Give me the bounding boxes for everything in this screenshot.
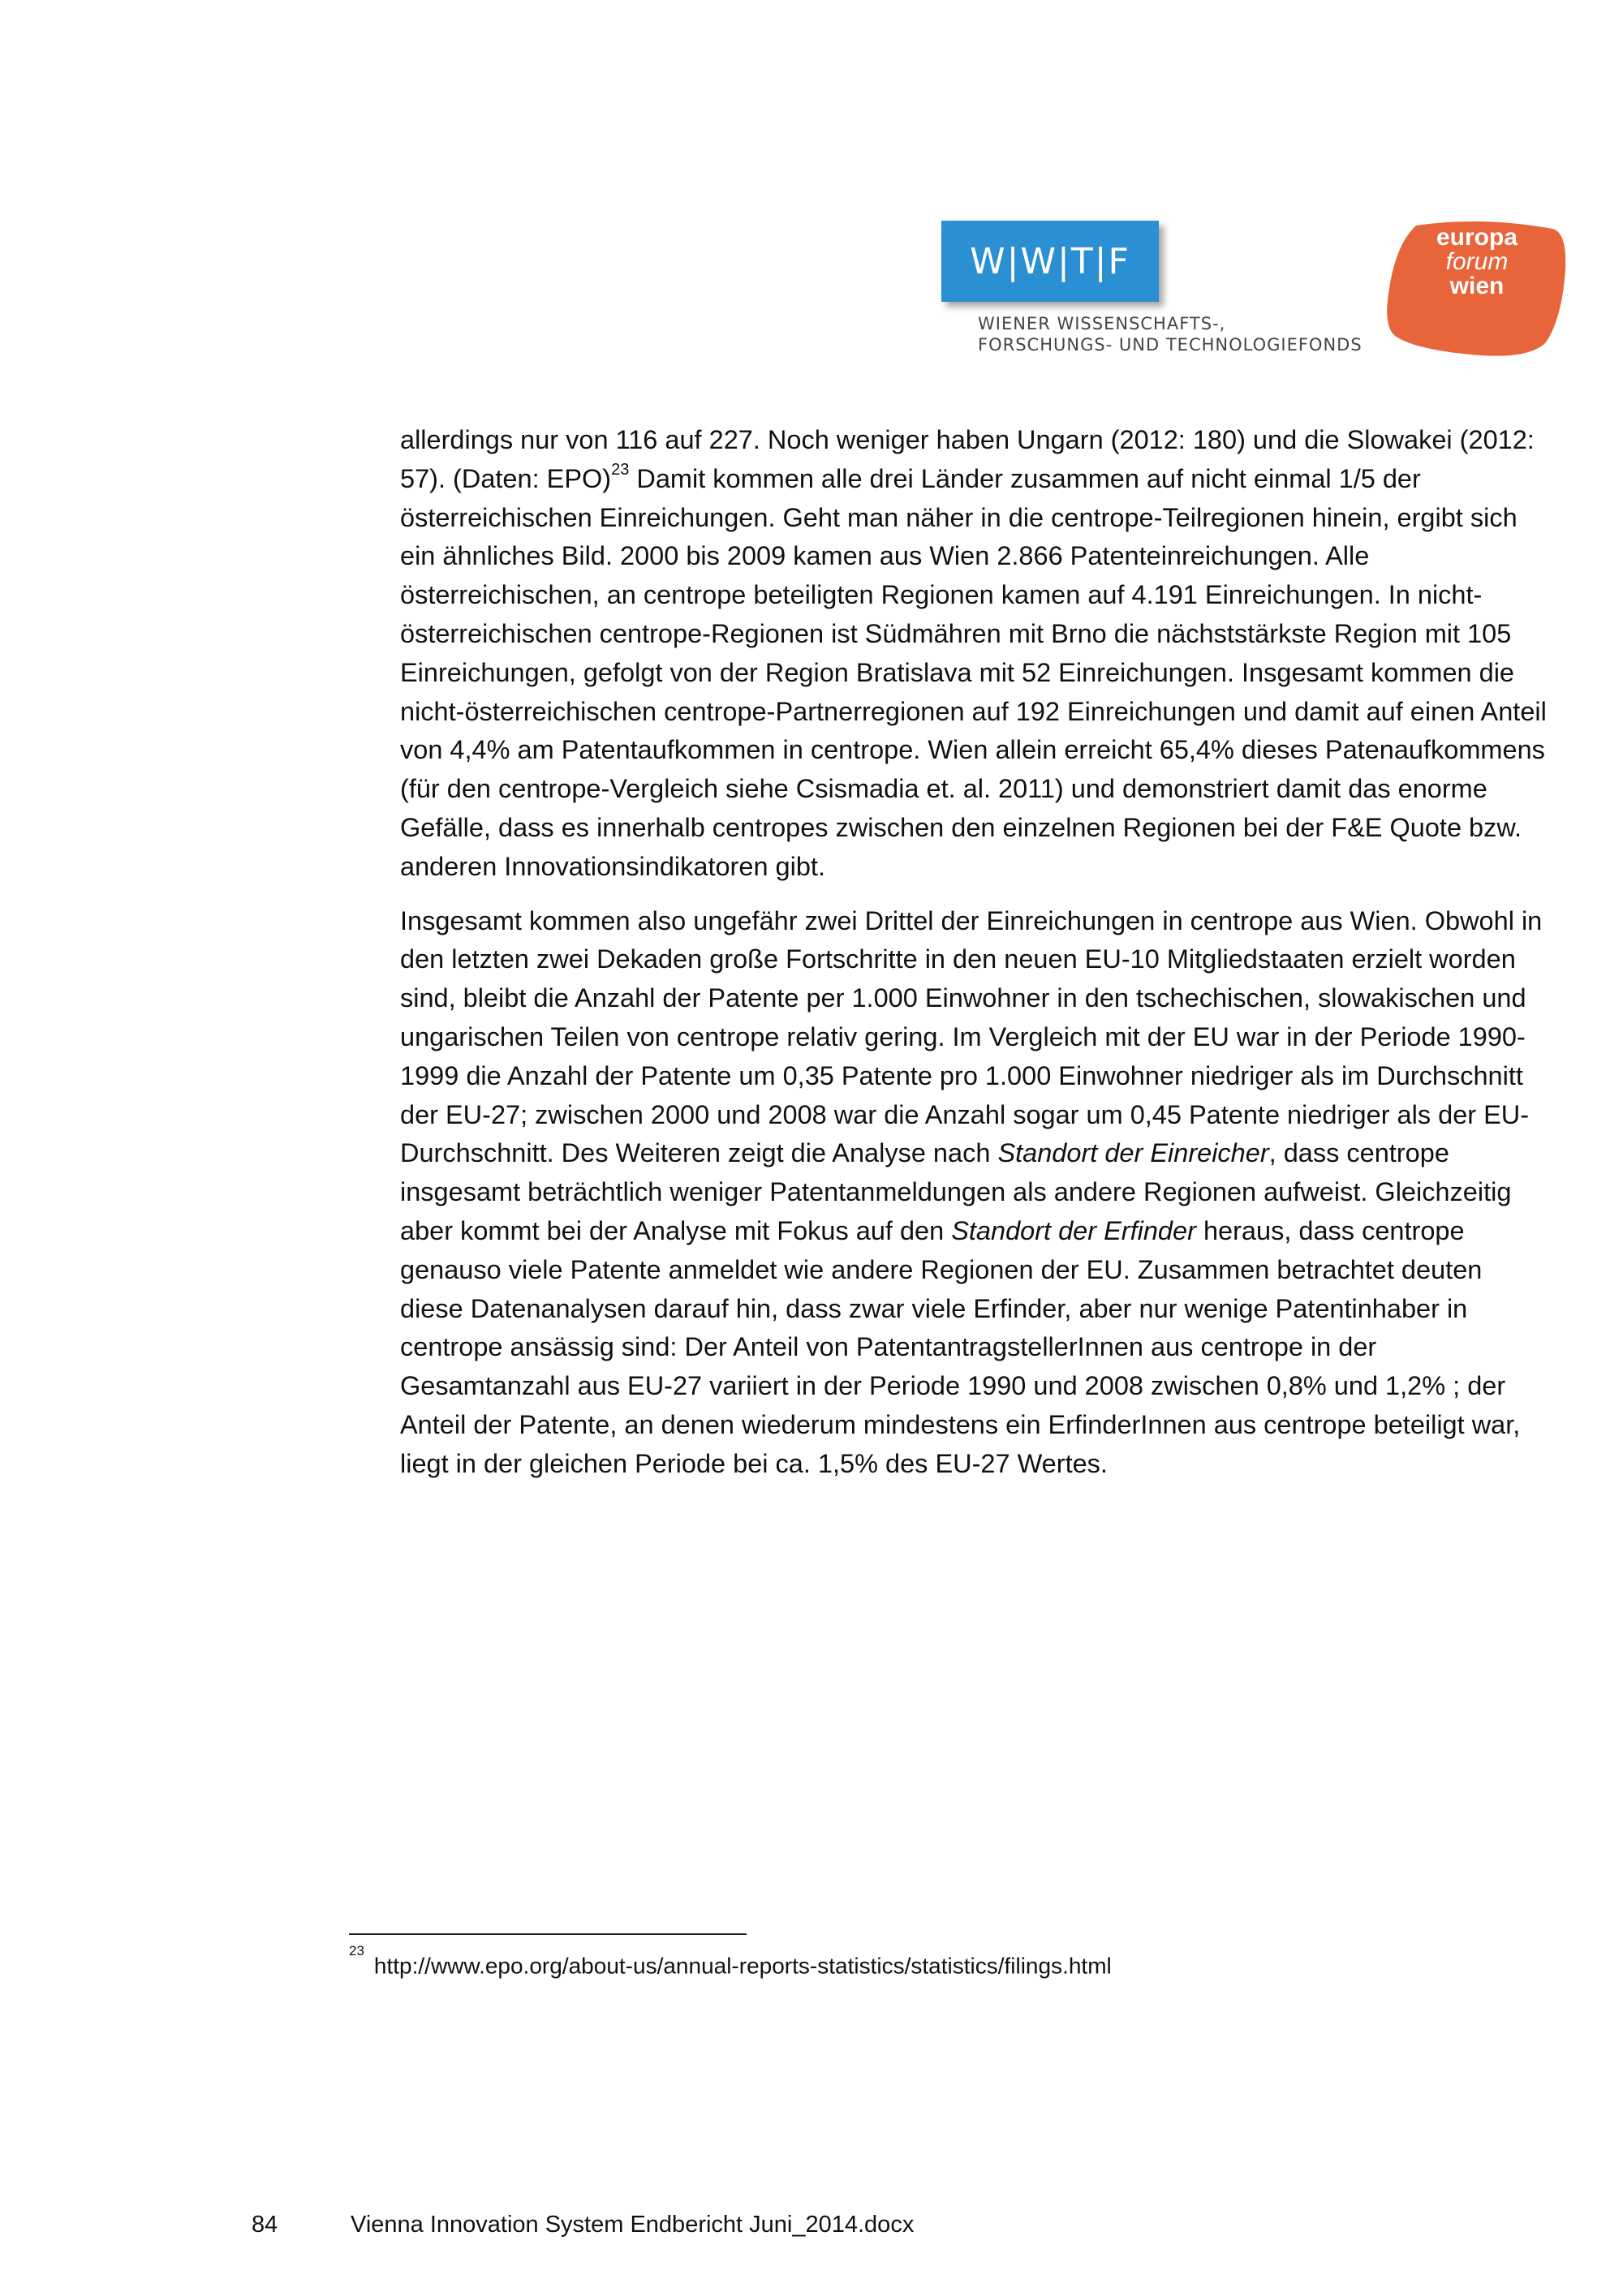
paragraph-2-part-a: Insgesamt kommen also ungefähr zwei Drittel der Einreichungen in centrope aus Wien. Obwohl in den letzten zwei Dekaden große Fortschritte in den neuen EU-10 Mitgliedstaaten erzielt worden sind, bleibt die Anzahl der Patente per 1.000 Einwohner in den tschechischen, slowakischen und ungarischen Teilen von centrope relativ gering. Im Vergleich mit der EU war in der Periode 1990-1999 die Anzahl der Patente um 0,35 Patente pro 1.000 Einwohner niedriger als im Durchschnitt der EU-27; zwischen 2000 und 2008 war die Anzahl sogar um 0,45 Patente niedriger als der EU-Durchschnitt. Des Weiteren zeigt die Analyse nach [400,905,1543,1168]
wwtf-subtitle [978,313,1363,355]
emphasis-erfinder: Standort der Erfinder [951,1215,1196,1245]
page-number: 84 [252,2212,278,2238]
paragraph-1-part-b: Damit kommen alle drei Länder zusammen auf nicht einmal 1/5 der österreichischen Einreichungen. Geht man näher in die centrope-Teilregionen hinein, ergibt sich ein ähnliches Bild. 2000 bis 2009 kamen aus Wien 2.866 Patenteinreichungen. Alle österreichischen, an centrope beteiligten Regionen kamen auf 4.191 Einreichungen. In nicht-österreichischen centrope-Regionen ist Südmähren mit Brno die nächststärkste Region mit 105 Einreichungen, gefolgt von der Region Bratislava mit 52 Einreichungen. Insgesamt kommen die nicht-österreichischen centrope-Partnerregionen auf 192 Einreichungen und damit auf einen Anteil von 4,4% am Patentaufkommen in centrope. Wien allein erreicht 65,4% dieses Patenaufkommens (für den centrope-Vergleich siehe Csismadia et. al. 2011) und demonstriert damit das enorme Gefälle, dass es innerhalb centropes zwischen den einzelnen Regionen bei der F&E Quote bzw. anderen Innovationsindikatoren gibt. [400,463,1547,881]
wwtf-subtitle-line1: WIENER WISSENSCHAFTS-, [978,314,1226,333]
emphasis-einreicher: Standort der Einreicher [997,1138,1269,1168]
wwtf-logo-text: W|W|T|F [970,240,1130,282]
wien-word: wien [1449,273,1505,299]
footnote-divider [349,1933,747,1935]
main-text [400,421,1552,1499]
document-name: Vienna Innovation System Endbericht Juni_2014.docx [351,2212,915,2238]
wwtf-subtitle-line2: FORSCHUNGS- UND TECHNOLOGIEFONDS [978,335,1363,355]
paragraph-2-part-c: heraus, dass centrope genauso viele Patente anmeldet wie andere Regionen der EU. Zusammen betrachtet deuten diese Datenanalysen darauf hin, dass zwar viele Erfinder, aber nur wenige Patentinhaber in centrope ansässig sind: Der Anteil von PatentantragstellerInnen aus centrope in der Gesamtanzahl aus EU-27 variiert in der Periode 1990 und 2008 zwischen 0,8% und 1,2% ; der Anteil der Patente, an denen wiederum mindestens ein ErfinderInnen aus centrope beteiligt war, liegt in der gleichen Periode bei ca. 1,5% des EU-27 Wertes. [400,1215,1521,1478]
footnote [349,1943,1112,1980]
wwtf-logo [941,221,1159,302]
footnote-url[interactable]: http://www.epo.org/about-us/annual-reports-statistics/statistics/filings.html [373,1953,1112,1979]
paragraph-2-part-b: , dass centrope insgesamt beträchtlich weniger Patentanmeldungen als andere Regionen aufweist. Gleichzeitig aber kommt bei der Analyse mit Fokus auf den [400,1138,1512,1245]
paragraph-2 [400,902,1552,1484]
footnote-ref[interactable]: 23 [611,460,630,479]
page-header [0,0,1623,373]
paragraph-1 [400,421,1552,887]
europa-forum-logo-text [1428,226,1526,299]
europa-word: europa [1436,224,1518,251]
paragraph-1-part-a: allerdings nur von 116 auf 227. Noch weniger haben Ungarn (2012: 180) und die Slowakei (2012: 57). (Daten: EPO) [400,425,1535,493]
forum-word: forum [1445,248,1509,275]
footnote-number: 23 [349,1943,364,1958]
